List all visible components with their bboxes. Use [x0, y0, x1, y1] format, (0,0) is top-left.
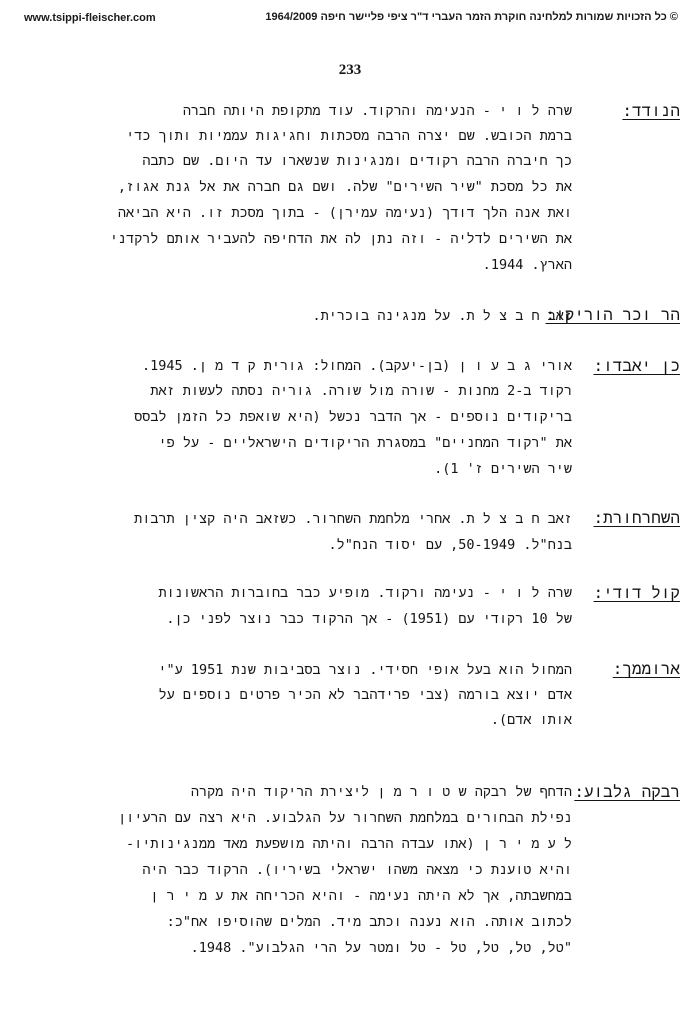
entry-line: זאב ח ב צ ל ת. אחרי מלחמת השחרור. כשזאב היה קצין תרבות: [134, 511, 572, 527]
entry-line: הארץ. 1944.: [482, 257, 572, 273]
entry-line: "טל, טל, טל, טל - טל ומטר על הרי הגלבוע". 1948.: [190, 940, 572, 956]
entry-term: קול דודי:: [593, 583, 680, 602]
entry-term: ארוממך:: [612, 659, 680, 678]
entry-line: זאב ח ב צ ל ת. על מנגינה בוכרית.: [312, 308, 572, 324]
entry-line: את כל מסכת "שיר השירים" שלה. ושם גם חברה את אל גנת אגוז,: [117, 179, 572, 195]
page-number: 233: [338, 62, 362, 78]
entry-line: שיר השירים ז' 1).: [434, 461, 572, 477]
entry-term: הר וכר הוריקו:: [545, 305, 680, 324]
entry-line: שרה ל ו י - הנעימה והרקוד. עוד מתקופת היותה חברה: [182, 103, 572, 119]
entry-line: אורי ג ב ע ו ן (בן-יעקב). המחול: גורית ק ד מ ן. 1945.: [141, 358, 572, 374]
entry-line: את "רקוד המחניים" במסגרת הריקודים הישראליים - על פי: [158, 435, 572, 451]
entry-line: בנח"ל. 50-1949, עם יסוד הנח"ל.: [328, 537, 572, 553]
entry-line: רקוד ב-2 מחנות - שורה מול שורה. גוריה נסתה לעשות זאת: [150, 383, 572, 399]
entry-line: אותו אדם).: [490, 712, 572, 728]
entry-line: והיא טוענת כי מצאה משהו ישראלי בשיריו). הרקוד כבר היה: [142, 862, 572, 878]
entry-line: אדם יוצא בורמה (צבי פרידהבר לא הכיר פרטים נוספים על: [158, 687, 572, 703]
entry-line: את השירים לדליה - וזה נתן לה את הדחיפה להעביר אותם לרקדני: [109, 231, 572, 247]
entry-term: השחרחורת:: [593, 508, 680, 527]
entry-line: ברמת הכובש. שם יצרה הרבה מסכתות וחגיגות עממיות ותוך כדי: [126, 128, 572, 144]
header-url: www.tsippi-fleischer.com: [24, 12, 156, 24]
entry-line: נפילת הבחורים במלחמת השחרור על הגלבוע. היא רצה עם הרעיון: [118, 810, 572, 826]
entry-term: הנודד:: [622, 101, 680, 120]
entry-line: לכתוב אותה. הוא נענה וכתב מיד. המלים שהוסיפו אח"כ:: [166, 914, 572, 930]
entry-term: כן יאבדו:: [593, 356, 680, 375]
entry-line: הדחף של רבקה ש ט ו ר מ ן ליצירת הריקוד היה מקרה: [190, 784, 572, 800]
entry-line: כך חיברה הרבה רקודים ומנגינות שנשארו עד היום. שם כתבה: [142, 153, 572, 169]
entry-line: של 10 רקודי עם (1951) - אך הרקוד כבר נוצר לפני כן.: [166, 611, 572, 627]
entry-line: שרה ל ו י - נעימה ורקוד. מופיע כבר בחוברות הראשונות: [158, 585, 572, 601]
entry-line: בריקודים נוספים - אך הדבר נכשל (היא שואפת כל הזמן לבסס: [134, 409, 572, 425]
entry-line: במחשבתה, אך לא היתה נעימה - והיא הכריחה את ע מ י ר ן: [150, 888, 572, 904]
entry-term: רבקה גלבוע:: [574, 782, 680, 801]
entry-line: ל ע מ י ר ן (אתו עבדה הרבה והיתה מושפעת מאד ממנגינותיו-: [126, 836, 572, 852]
header-copyright: © כל הזכויות שמורות למלחינה חוקרת הזמר העברי ד"ר ציפי פליישר חיפה 1964/2009: [265, 11, 678, 23]
entry-line: ואת אנה הלך דודך (נעימה עמירן) - בתוך מסכת זו. היא הביאה: [117, 205, 572, 221]
entry-line: המחול הוא בעל אופי חסידי. נוצר בסביבות שנת 1951 ע"י: [158, 662, 572, 678]
